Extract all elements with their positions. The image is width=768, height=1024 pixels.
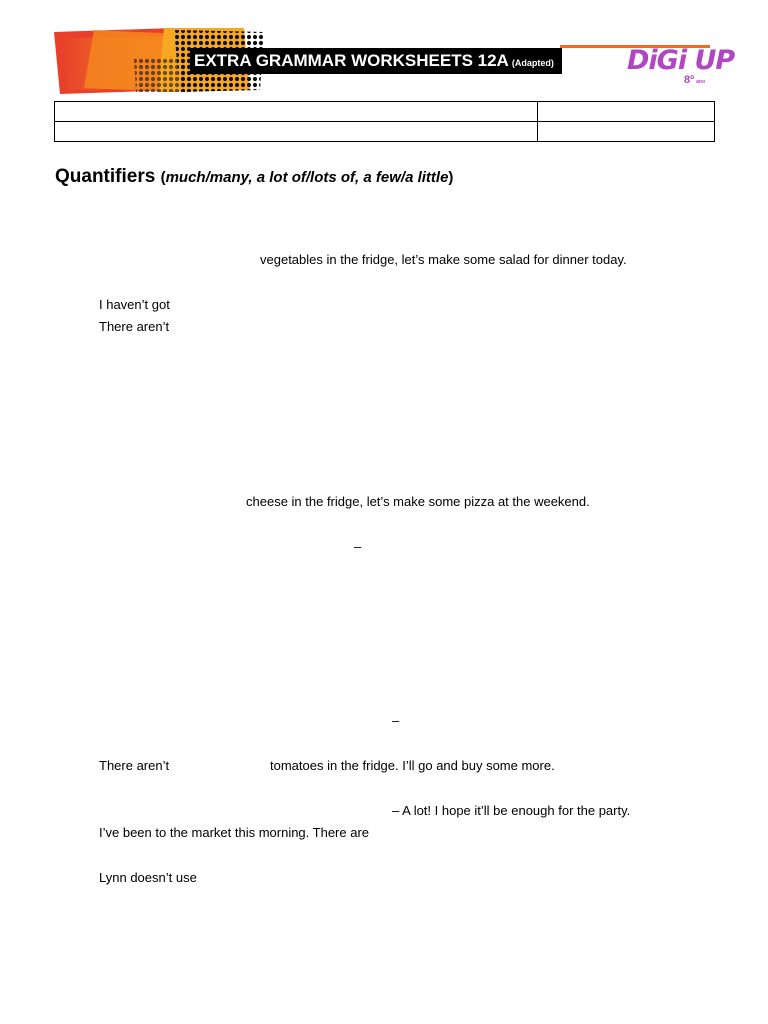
date-field[interactable] <box>538 122 715 142</box>
number-field[interactable] <box>538 102 715 122</box>
exercise-line: There aren’t <box>99 319 170 334</box>
worksheet-title-text: EXTRA GRAMMAR WORKSHEETS 12A <box>194 51 509 70</box>
heading-detail: much/many, a lot of/lots of, a few/a little <box>165 169 449 186</box>
name-field[interactable] <box>55 102 538 122</box>
exercise-line: I haven’t got <box>99 297 170 312</box>
exercise-line: Lynn doesn’t use <box>99 870 197 885</box>
grade-label <box>684 74 705 86</box>
exercise-line: – A lot! I hope it’ll be enough for the party. <box>392 803 631 818</box>
exercise-dash: – <box>392 713 400 728</box>
worksheet-subtitle: (Adapted) <box>511 58 554 68</box>
exercise-line: There aren’t <box>99 758 170 773</box>
class-field[interactable] <box>55 122 538 142</box>
heading-detail-group <box>161 169 454 186</box>
grade-number: 8º <box>684 74 695 86</box>
table-row <box>55 102 715 122</box>
exercise-line: tomatoes in the fridge. I’ll go and buy some more. <box>270 758 555 773</box>
close-paren: ) <box>448 169 454 186</box>
worksheet-title <box>190 48 562 74</box>
exercise-line: vegetables in the fridge, let’s make some salad for dinner today. <box>260 252 627 267</box>
grade-suffix: ano <box>696 79 706 85</box>
exercise-dash: – <box>354 539 362 554</box>
section-heading <box>55 166 453 188</box>
heading-title: Quantifiers <box>55 166 156 187</box>
exercise-line: I’ve been to the market this morning. There are <box>99 825 370 840</box>
digi-up-logo: DiGi UP <box>627 45 735 76</box>
table-row <box>55 122 715 142</box>
open-paren: ( <box>160 169 166 186</box>
exercise-line: cheese in the fridge, let’s make some pizza at the weekend. <box>246 494 590 509</box>
student-info-table <box>54 101 715 142</box>
